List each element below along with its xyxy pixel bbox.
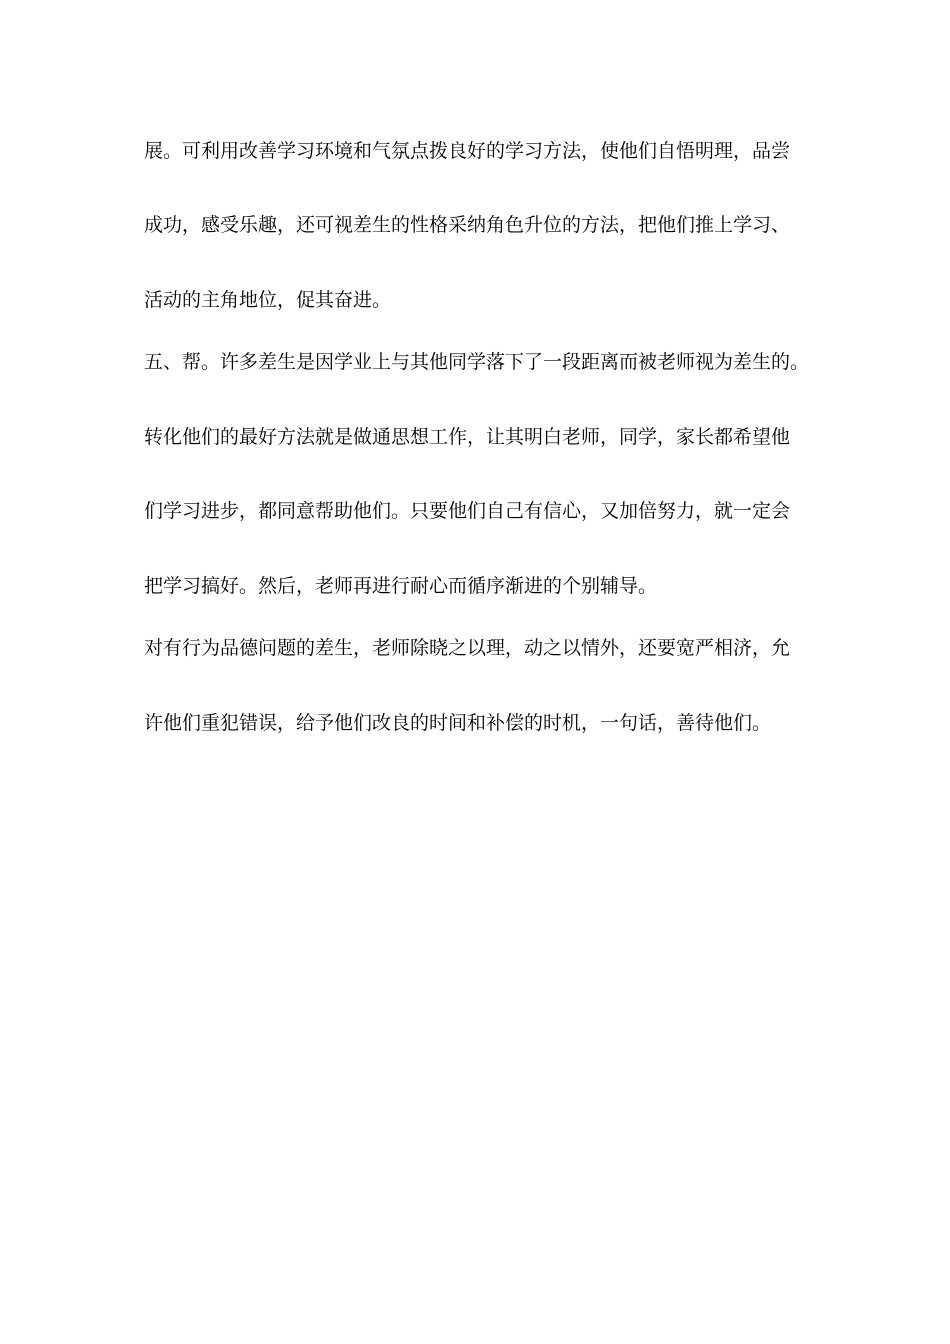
text-line: 对有行为品德问题的差生，老师除晓之以理，动之以情外，还要宽严相济，允	[144, 637, 791, 659]
text-line: 们学习进步，都同意帮助他们。只要他们自己有信心，又加倍努力，就一定会	[144, 500, 791, 522]
text-line: 活动的主角地位，促其奋进。	[144, 289, 392, 311]
text-line: 把学习搞好。然后，老师再进行耐心而循序渐进的个别辅导。	[144, 575, 658, 597]
text-line: 五、帮。许多差生是因学业上与其他同学落下了一段距离而被老师视为差生的。	[144, 351, 810, 373]
text-line: 许他们重犯错误，给予他们改良的时间和补偿的时机，一句话，善待他们。	[144, 712, 772, 734]
text-line: 展。可利用改善学习环境和气氛点拨良好的学习方法，使他们自悟明理，品尝	[144, 140, 791, 162]
text-line: 转化他们的最好方法就是做通思想工作，让其明白老师，同学，家长都希望他	[144, 426, 791, 448]
text-line: 成功，感受乐趣，还可视差生的性格采纳角色升位的方法，把他们推上学习、	[144, 214, 791, 236]
